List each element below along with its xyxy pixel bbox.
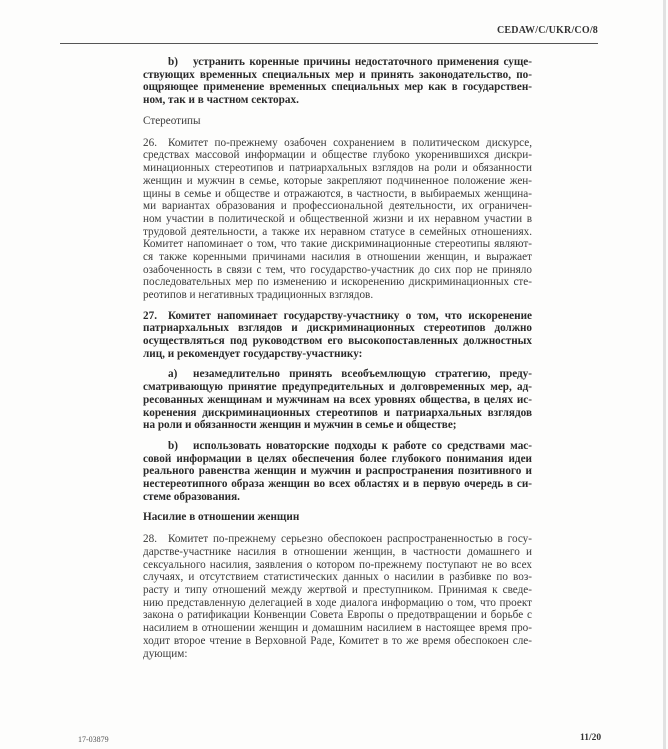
page-edge	[663, 0, 666, 749]
text-line: ми вариантах образования и профессиональной деятельности, их ограничен-	[143, 200, 532, 213]
text-line: реотипов и негативных традиционных взглядов.	[143, 289, 374, 301]
item-label: b)	[168, 439, 178, 452]
text-line: реального равенства женщин и мужчин и распространения позитивного и	[143, 465, 532, 478]
document-symbol: CEDAW/C/UKR/CO/8	[497, 25, 598, 36]
list-item	[143, 368, 532, 431]
line-text: Комитет по-прежнему озабочен сохранением в политическом дискурсе,	[168, 136, 532, 149]
header-rule	[60, 43, 598, 44]
text-line: ресованных женщинам и мужчинам на всех уровнях общества, в целях ис-	[143, 393, 532, 406]
line-text: незамедлительно принять всеобъемлющую стратегию, преду-	[193, 368, 532, 381]
text-line	[143, 310, 532, 323]
text-line: дующим:	[143, 647, 188, 660]
text-line: Комитет напоминает о том, что такие дискриминационные стереотипы являют-	[143, 238, 532, 251]
text-line: насилием в отношении женщин и домашним насилием в настоящее время про-	[143, 622, 532, 635]
footer-page-number: 11/20	[580, 733, 602, 743]
text-line: ном участии в политической и общественной жизни и их неравном участии в	[143, 212, 532, 225]
paragraph	[143, 310, 532, 361]
text-line: патриархальных взглядов и дискриминационных стереотипов должно	[143, 322, 532, 335]
text-line: нию представленную делегацией в ходе диалога информацию о том, что проект	[143, 596, 532, 609]
paragraph-number: 26.	[143, 136, 157, 149]
text-line: закона о ратификации Конвенции Совета Европы о предотвращении и борьбе с	[143, 609, 532, 622]
list-item	[143, 56, 532, 107]
text-line: лиц, и рекомендует государству-участнику:	[143, 347, 363, 360]
paragraph-number: 27.	[143, 309, 157, 322]
section-heading: Стереотипы	[143, 114, 201, 127]
text-line: коренения дискриминационных стереотипов и патриархальных взглядов	[143, 406, 532, 419]
text-line: осуществляться под руководством его высокопоставленных должностных	[143, 335, 532, 348]
text-line: ствующих временных специальных мер и принять законодательство, по-	[143, 68, 532, 81]
item-label: a)	[168, 368, 178, 381]
paragraph	[143, 137, 532, 302]
line-text: использовать новаторские подходы к работе со средствами мас-	[193, 439, 532, 452]
text-line: на роли и обязанности женщин и мужчин в семье и обществе;	[143, 419, 457, 432]
text-line: ощряющее применение временных специальных мер как в государствен-	[143, 81, 532, 94]
text-line: ходит второе чтение в Верховной Раде, Комитет в то же время обеспокоен сле-	[143, 634, 532, 647]
text-line: щины в семье и обществе и отражаются, в частности, в выбираемых женщина-	[143, 187, 532, 200]
text-line: совой информации в целях обеспечения более глубокого понимания идеи	[143, 452, 532, 465]
item-label: b)	[168, 56, 178, 68]
section-heading: Насилие в отношении женщин	[143, 511, 300, 524]
line-text: Комитет по-прежнему серьезно обеспокоен распространенностью в госу-	[168, 533, 532, 546]
document-body	[143, 56, 532, 668]
list-item	[143, 440, 532, 503]
text-line: случаях, и отсутствием статистических данных о насилии в разбивке по воз-	[143, 571, 532, 584]
text-line: средствах массовой информации и обществе глубоко укоренившихся дискри-	[143, 149, 532, 162]
text-line	[143, 137, 532, 150]
text-line	[143, 56, 532, 69]
paragraph	[143, 533, 532, 660]
text-line: сматривающую принятие предупредительных и долговременных мер, ад-	[143, 381, 532, 394]
text-line: трудовой деятельности, а также их неравном статусе в семейных отношениях.	[143, 225, 532, 238]
text-line: минационных стереотипов и патриархальных взглядов на роли и обязанности	[143, 162, 532, 175]
line-text: устранить коренные причины недостаточного применения суще-	[193, 56, 532, 68]
text-line: женщин и мужчин в семье, которые закрепляют подчиненное положение жен-	[143, 174, 532, 187]
text-line: сексуального насилия, заявления о котором по-прежнему поступают не во всех	[143, 558, 532, 571]
text-line: нестереотипного образа женщин во всех областях и в первую очередь в си-	[143, 477, 532, 490]
text-line: ном, так и в частном секторах.	[143, 94, 299, 107]
text-line	[143, 533, 532, 546]
text-line	[143, 440, 532, 453]
text-line: дарстве-участнике насилия в отношении женщин, в частности домашнего и	[143, 546, 532, 558]
text-line: последовательных мер по изменению и искоренению дискриминационных сте-	[143, 276, 532, 289]
paragraph-number: 28.	[143, 533, 157, 546]
text-line	[143, 368, 532, 381]
text-line: расту и типу отношений между жертвой и преступником. Принимая к сведе-	[143, 584, 532, 597]
footer-doc-number: 17-03879	[78, 735, 109, 744]
line-text: Комитет напоминает государству-участнику о том, что искоренение	[168, 309, 532, 322]
text-line: озабоченность в связи с тем, что государство-участник до сих пор не приняло	[143, 263, 532, 276]
text-line: стеме образования.	[143, 490, 240, 503]
text-line: ся также коренными причинами насилия в отношении женщин, и выражает	[143, 250, 532, 263]
